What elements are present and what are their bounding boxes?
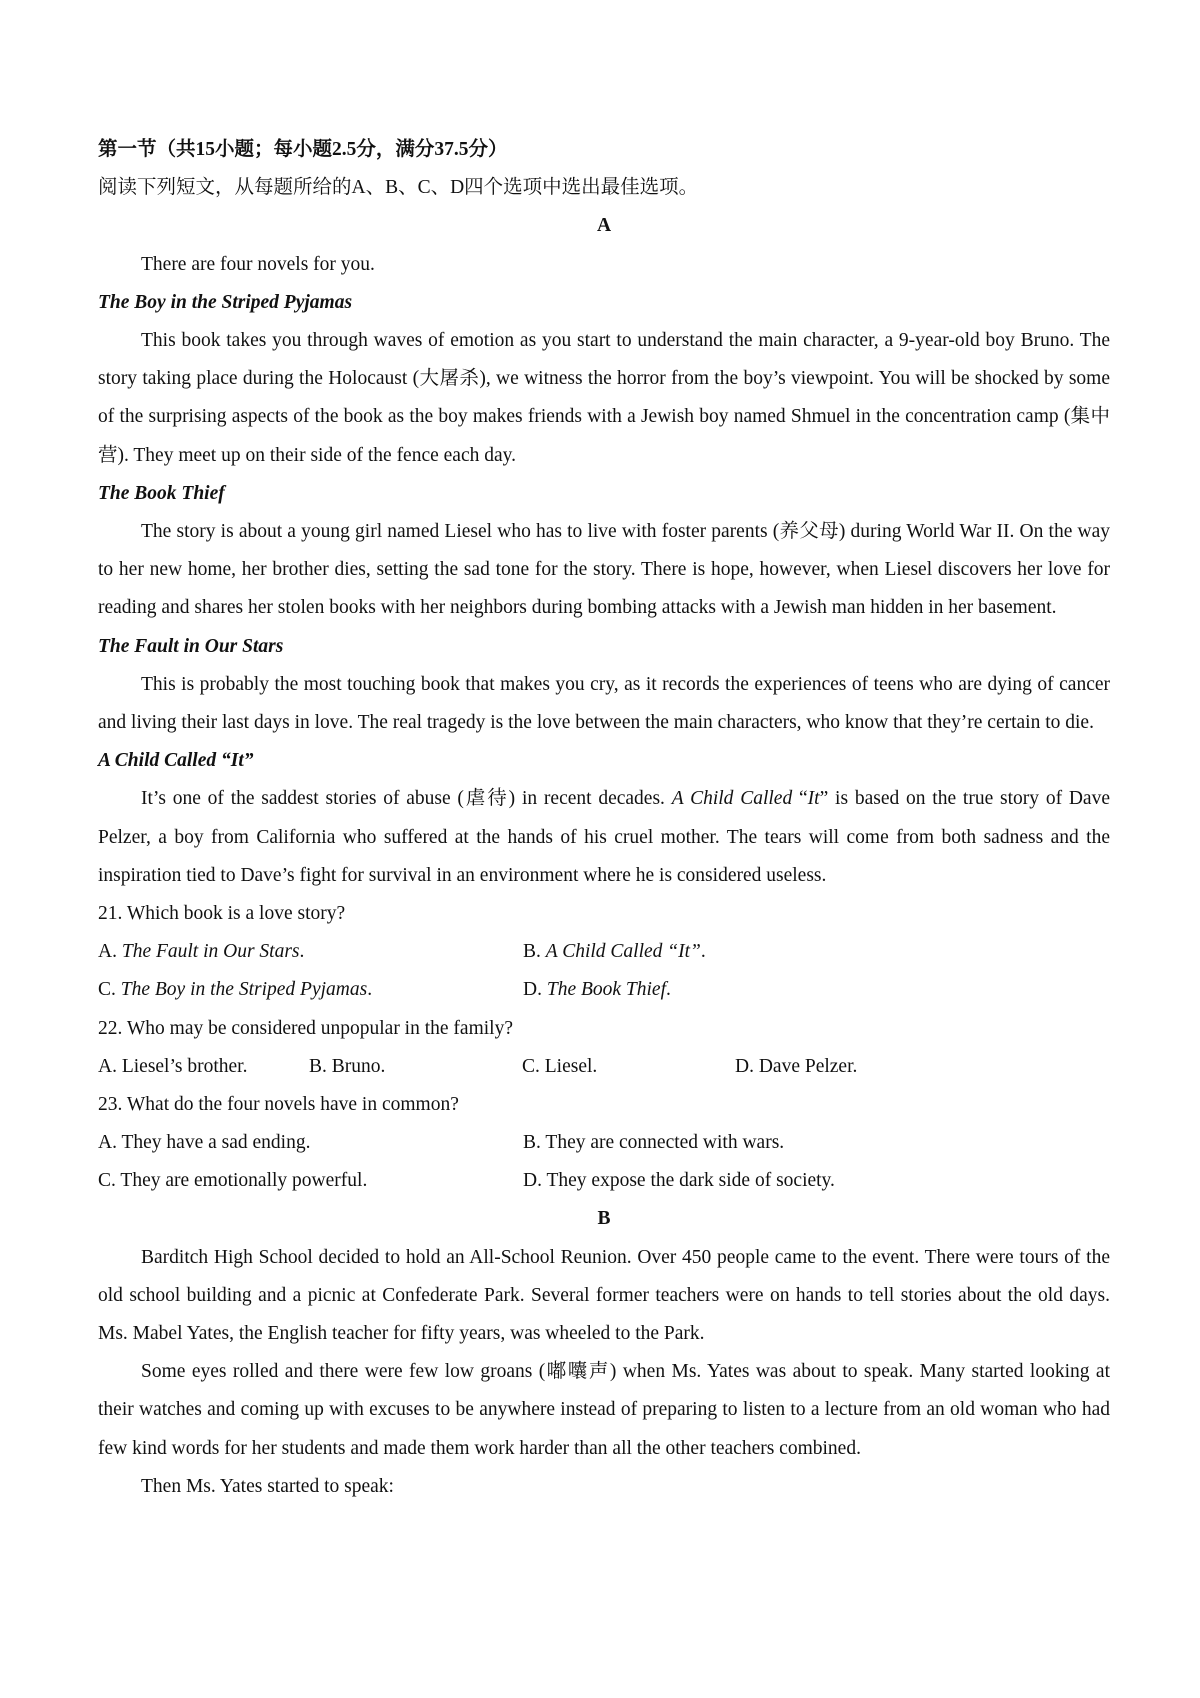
book-title-2: The Book Thief xyxy=(98,482,225,504)
option-text: The Book Thief xyxy=(546,979,666,1001)
question-22-options-row xyxy=(98,1048,1110,1086)
exam-page xyxy=(98,131,1110,1506)
option-letter: C. xyxy=(98,979,121,1001)
question-22-stem: 22. Who may be considered unpopular in the family? xyxy=(98,1017,513,1039)
passage-b-paragraph-3: Then Ms. Yates started to speak: xyxy=(141,1475,394,1497)
book-description-2: The story is about a young girl named Liesel who has to live with foster parents (养父母) during World War II. On the way to her new home, her brother dies, setting the sad tone for the story. There is hope, however, when Liesel discovers her love for reading and shares her stolen books with her neighbors during bombing attacks with a Jewish man hidden in her basement. xyxy=(98,520,1110,619)
option-end: . xyxy=(367,979,373,1001)
option-text: A Child Called “It” xyxy=(545,941,701,963)
passage-a-intro: There are four novels for you. xyxy=(141,253,375,275)
option-letter: D. xyxy=(523,979,547,1001)
passage-b-paragraph-1: Barditch High School decided to hold an All-School Reunion. Over 450 people came to the event. There were tours of the old school building and a picnic at Confederate Park. Several former teachers were on hands to tell stories about the old days. Ms. Mabel Yates, the English teacher for fifty years, was wheeled to the Park. xyxy=(98,1246,1110,1345)
question-22-option-d[interactable]: D. Dave Pelzer. xyxy=(735,1055,858,1077)
section-instruction: 阅读下列短文，从每题所给的A、B、C、D四个选项中选出最佳选项。 xyxy=(98,177,699,199)
option-text: The Fault in Our Stars xyxy=(121,941,300,963)
question-23-option-b[interactable]: B. They are connected with wars. xyxy=(523,1132,785,1154)
book-description-3: This is probably the most touching book that makes you cry, as it records the experiences of teens who are dying of cancer and living their last days in love. The real tragedy is the love between the main characters, who know that they’re certain to die. xyxy=(98,673,1110,733)
passage-b-label: B xyxy=(597,1208,611,1230)
book-title-4: A Child Called “It” xyxy=(98,750,254,772)
option-end: . xyxy=(299,941,305,963)
question-23-option-c[interactable]: C. They are emotionally powerful. xyxy=(98,1170,368,1192)
question-21-options-row-2 xyxy=(98,971,1110,1009)
book-description-4-rest: ” is based on the true story of Dave Pelzer, a boy from California who suffered at the hands of his cruel mother. The tears will come from both sadness and the inspiration tied to Dave’s fight for survival in an environment where he is considered useless. xyxy=(98,788,1110,886)
option-text: The Boy in the Striped Pyjamas xyxy=(120,979,368,1001)
book-description-4 xyxy=(98,780,1110,895)
question-22-option-b[interactable]: B. Bruno. xyxy=(309,1055,386,1077)
question-23-stem: 23. What do the four novels have in common? xyxy=(98,1093,459,1115)
question-22-option-a[interactable]: A. Liesel’s brother. xyxy=(98,1055,248,1077)
book-description-1: This book takes you through waves of emotion as you start to understand the main character, a 9-year-old boy Bruno. The story taking place during the Holocaust (大屠杀), we witness the horror from the boy’s viewpoint. You will be shocked by some of the surprising aspects of the book as the boy makes friends with a Jewish boy named Shmuel in the concentration camp (集中营). They meet up on their side of the fence each day. xyxy=(98,329,1110,466)
book-description-4-part: It’s one of the saddest stories of abuse (虐待) in recent decades. xyxy=(141,788,672,810)
passage-b-paragraph-2: Some eyes rolled and there were few low groans (嘟囔声) when Ms. Yates was about to speak. Many started looking at their watches and coming up with excuses to be anywhere instead of preparing to listen to a lecture from an old woman who had few kind words for her students and made them work harder than all the other teachers combined. xyxy=(98,1361,1110,1459)
question-23-option-a[interactable]: A. They have a sad ending. xyxy=(98,1132,311,1154)
question-21-option-d[interactable] xyxy=(523,971,671,1009)
question-21-option-b[interactable] xyxy=(523,933,706,971)
passage-a-label: A xyxy=(596,215,612,237)
question-23-options-row-1 xyxy=(98,1124,1110,1162)
section-heading: 第一节（共15小题；每小题2.5分，满分37.5分） xyxy=(98,139,508,160)
question-22-option-c[interactable]: C. Liesel. xyxy=(522,1055,598,1077)
book-title-inline: A Child Called xyxy=(671,788,793,810)
option-end: . xyxy=(700,941,706,963)
question-21-option-a[interactable] xyxy=(98,933,304,971)
book-title-inline-it: It xyxy=(807,788,820,810)
question-23-option-d[interactable]: D. They expose the dark side of society. xyxy=(523,1170,835,1192)
book-title-1: The Boy in the Striped Pyjamas xyxy=(98,291,353,313)
option-letter: B. xyxy=(523,941,546,963)
option-letter: A. xyxy=(98,941,122,963)
question-21-option-c[interactable] xyxy=(98,971,372,1009)
book-title-3: The Fault in Our Stars xyxy=(98,635,284,657)
question-21-options-row-1 xyxy=(98,933,1110,971)
quote-mark: “ xyxy=(792,788,808,810)
question-23-options-row-2 xyxy=(98,1162,1110,1200)
option-end: . xyxy=(666,979,671,1001)
question-21-stem: 21. Which book is a love story? xyxy=(98,902,346,924)
